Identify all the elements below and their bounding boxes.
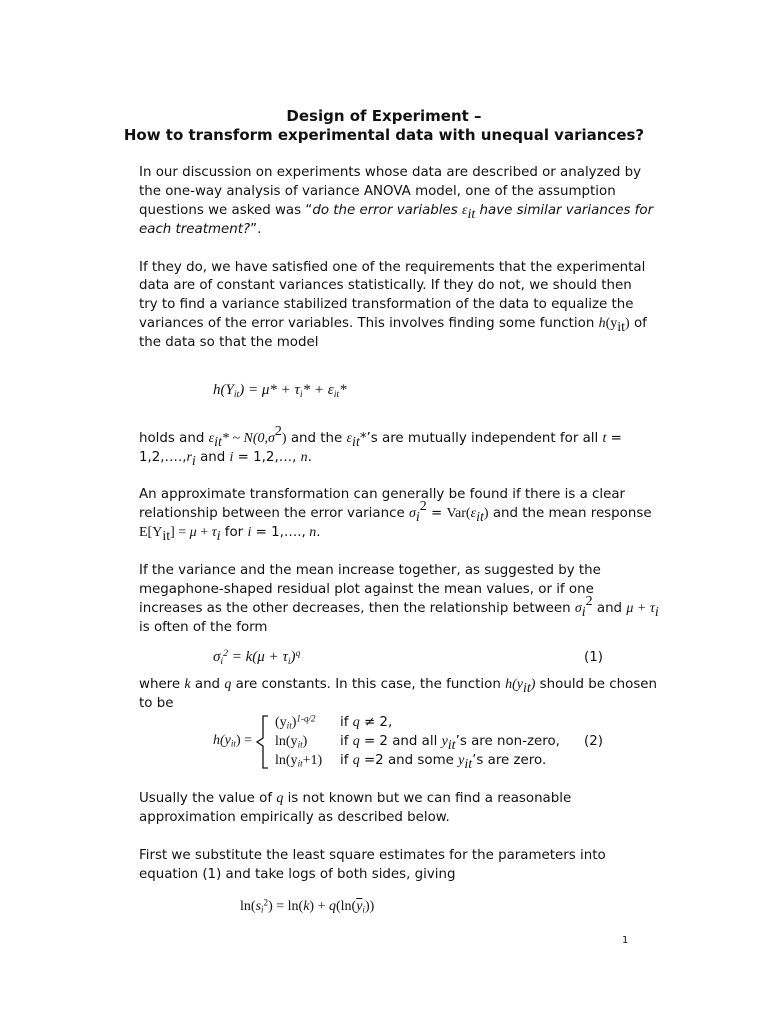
page-number: 1 xyxy=(622,935,629,946)
paragraph-3-line-1: holds and $\varepsilon_{it}*$ ~ $N(0,\sigma^2)$ and the $\varepsilon_{it}*’s$ are mutually independent for all t = xyxy=(139,424,622,451)
paragraph-7-line-1: Usually the value of q is not known but we can find a reasonable xyxy=(139,791,572,806)
paragraph-8-line-1: First we substitute the least square estimates for the parameters into xyxy=(139,848,606,863)
paragraph-6-line-1: where k and q are constants. In this case, the function $h(y_{it})$ should be chosen xyxy=(139,677,658,697)
equation-2-case-1-cond: if q ≠ 2, xyxy=(340,715,393,730)
equation-2-case-3-cond: if q =2 and some $y_{it}’s$ are zero. xyxy=(340,753,547,773)
doc-title-line-2: How to transform experimental data with unequal variances? xyxy=(123,126,645,144)
equation-1-number: (1) xyxy=(584,650,603,665)
model-equation: $h(Y_{it}) = \mu* + \tau_i* + \varepsilon_{it}*$ xyxy=(213,382,347,400)
equation-2-case-1-expr: $(y_{it})^{1-q/2}$ xyxy=(275,713,316,731)
doc-title-line-1: Design of Experiment – xyxy=(286,107,482,125)
paragraph-4-line-3: $E[Y_{it}] = \mu + \tau_i$ for i = 1,…., n. xyxy=(139,525,321,545)
paragraph-5-line-2: megaphone-shaped residual plot against the mean values, or if one xyxy=(139,582,594,597)
equation-2-case-3-expr: $\ln(y_{it}+1)$ xyxy=(275,753,323,769)
paragraph-5-line-3: increases as the other decreases, then the relationship between $\sigma_i^2$ and $\mu + \tau_i$ xyxy=(139,594,659,621)
paragraph-1-line-3: questions we asked was “do the error variables $\varepsilon_{it}$ have similar variances for xyxy=(139,203,654,223)
paragraph-3-line-2: $1,2,\dots.,r_i$ and i = 1,2,…, n. xyxy=(139,450,312,470)
paragraph-1-line-2: the one-way analysis of variance ANOVA model, one of the assumption xyxy=(139,184,616,199)
equation-2-case-2-cond: if q = 2 and all $y_{it}’s$ are non-zero, xyxy=(340,734,560,754)
paragraph-7-line-2: approximation empirically as described below. xyxy=(139,810,450,825)
paragraph-2-line-3: try to find a variance stabilized transformation of the data to equalize the xyxy=(139,297,634,312)
equation-2-number: (2) xyxy=(584,734,603,749)
paragraph-2-line-5: the data so that the model xyxy=(139,335,319,350)
paragraph-5-line-4: is often of the form xyxy=(139,620,268,635)
paragraph-2-line-4: variances of the error variables. This involves finding some function $h(y_{it})$ of xyxy=(139,316,647,336)
paragraph-4-line-2: relationship between the error variance $\sigma_i^2 = Var(\varepsilon_{it})$ and the mean response xyxy=(139,499,652,526)
paragraph-4-line-1: An approximate transformation can generally be found if there is a clear xyxy=(139,487,626,502)
paragraph-6-line-2: to be xyxy=(139,696,174,711)
equation-1: $\sigma_i^2 = k(\mu + \tau_i)^q$ xyxy=(213,648,301,667)
equation-2-case-2-expr: $\ln(y_{it})$ xyxy=(275,734,308,750)
equation-2-lhs: $h(y_{it})$ = xyxy=(213,733,253,749)
paragraph-8-line-2: equation (1) and take logs of both sides, giving xyxy=(139,867,456,882)
left-brace-icon xyxy=(254,714,270,770)
equation-3: $\ln(s_i^2) = \ln(k) + q(\ln(\overline{y}_i))$ xyxy=(240,897,375,915)
paragraph-1-line-1: In our discussion on experiments whose data are described or analyzed by xyxy=(139,165,642,180)
paragraph-2-line-1: If they do, we have satisfied one of the requirements that the experimental xyxy=(139,260,646,275)
paragraph-5-line-1: If the variance and the mean increase together, as suggested by the xyxy=(139,563,601,578)
paragraph-2-line-2: data are of constant variances statistically. If they do not, we should then xyxy=(139,278,632,293)
paragraph-1-line-4: each treatment?”. xyxy=(139,222,262,237)
mean-y-overbar: $\overline{y}$ xyxy=(356,899,363,914)
